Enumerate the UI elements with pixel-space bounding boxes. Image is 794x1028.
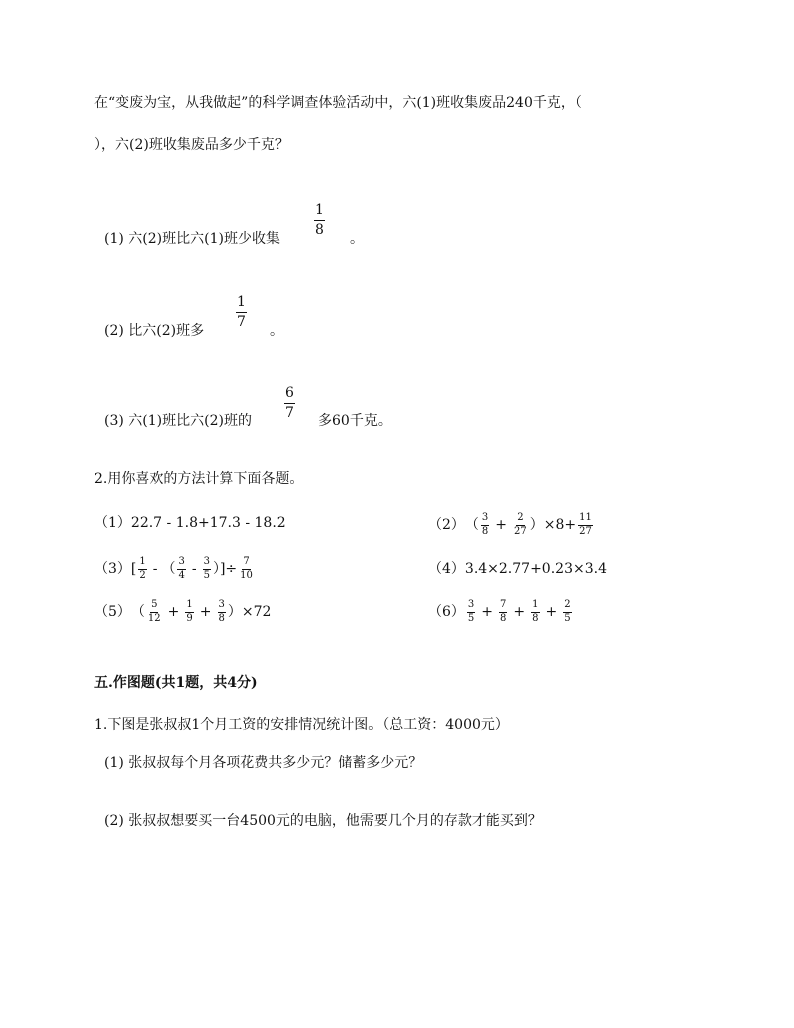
calc-q6 xyxy=(428,597,574,627)
fraction-numerator: 3 xyxy=(177,557,185,570)
paren-close-operator: ）×72 xyxy=(227,604,272,620)
fraction-numerator: 1 xyxy=(236,295,247,313)
operator: + xyxy=(199,604,212,620)
condition-1: (1) 六(2)班比六(1)班少收集 xyxy=(104,231,280,247)
fraction xyxy=(138,557,146,581)
paren-close-operator: ）×8+ xyxy=(529,517,577,533)
fraction-denominator: 27 xyxy=(514,525,527,537)
fraction-numerator: 1 xyxy=(531,600,539,613)
paren-open: （ xyxy=(464,517,479,533)
paren-open: （ xyxy=(161,561,176,577)
fraction xyxy=(203,557,211,581)
fraction-numerator: 5 xyxy=(150,600,158,613)
operator: - xyxy=(152,561,158,577)
fraction xyxy=(513,513,528,537)
fraction xyxy=(177,557,185,581)
operator: + xyxy=(481,604,494,620)
calc-label: （6） xyxy=(428,604,465,620)
fraction-denominator: 5 xyxy=(467,612,475,624)
fraction-denominator: 10 xyxy=(240,569,253,581)
sub-question-1: (1) 张叔叔每个月各项花费共多少元？储蓄多少元？ xyxy=(104,755,423,771)
calc-label: （3）[ xyxy=(94,561,137,577)
calc-label: （5） xyxy=(94,604,131,620)
fraction xyxy=(499,600,507,624)
condition-2: (2) 比六(2)班多 xyxy=(104,323,205,339)
fraction-denominator: 8 xyxy=(532,612,539,624)
calc-q3 xyxy=(94,554,256,584)
fraction-denominator: 7 xyxy=(285,405,294,422)
fraction-denominator: 27 xyxy=(579,525,592,537)
condition-3-end: 多60千克。 xyxy=(318,413,392,429)
fraction xyxy=(563,600,571,624)
fraction xyxy=(531,600,539,624)
condition-1-end: 。 xyxy=(350,231,364,247)
fraction xyxy=(578,513,593,537)
fraction-denominator: 9 xyxy=(186,612,193,624)
fraction-numerator: 2 xyxy=(563,600,571,613)
fraction-numerator: 3 xyxy=(481,513,489,526)
fraction-denominator: 7 xyxy=(237,314,246,331)
calc-q1: （1）22.7 - 1.8+17.3 - 18.2 xyxy=(94,515,286,531)
fraction-numerator: 1 xyxy=(185,600,193,613)
paren-close-operator: ）]÷ xyxy=(212,561,238,577)
operator: + xyxy=(513,604,526,620)
fraction xyxy=(218,600,226,624)
calc-q5 xyxy=(94,597,271,627)
section-heading: 五.作图题(共1题，共4分) xyxy=(94,675,258,691)
fraction-denominator: 8 xyxy=(218,612,225,624)
problem-text-line-1: 在“变废为宝，从我做起”的科学调查体验活动中，六(1)班收集废品240千克，（ xyxy=(94,95,582,111)
fraction-numerator: 6 xyxy=(284,386,295,404)
operator: - xyxy=(191,561,197,577)
fraction-numerator: 1 xyxy=(314,203,325,221)
fraction xyxy=(185,600,193,624)
fraction-numerator: 7 xyxy=(499,600,507,613)
fraction-numerator: 3 xyxy=(203,557,211,570)
condition-1-fraction xyxy=(314,203,325,239)
fraction-numerator: 11 xyxy=(578,513,593,526)
calc-q4: （4）3.4×2.77+0.23×3.4 xyxy=(428,561,607,577)
operator: + xyxy=(167,604,180,620)
fraction-denominator: 5 xyxy=(203,569,210,581)
condition-3: (3) 六(1)班比六(2)班的 xyxy=(104,413,252,429)
paren-open: （ xyxy=(130,604,145,620)
fraction xyxy=(239,557,254,581)
fraction-denominator: 2 xyxy=(139,569,146,581)
fraction-denominator: 8 xyxy=(500,612,507,624)
fraction xyxy=(481,513,489,537)
fraction xyxy=(467,600,475,624)
fraction-numerator: 3 xyxy=(467,600,475,613)
calc-label: （2） xyxy=(428,517,465,533)
fraction-denominator: 8 xyxy=(315,222,324,239)
question-intro: 1.下图是张叔叔1个月工资的安排情况统计图。（总工资：4000元） xyxy=(94,717,509,733)
condition-2-end: 。 xyxy=(270,323,284,339)
fraction-denominator: 8 xyxy=(481,525,489,537)
operator: + xyxy=(545,604,558,620)
fraction-denominator: 12 xyxy=(147,612,161,624)
condition-3-fraction xyxy=(284,386,295,422)
fraction-numerator: 3 xyxy=(218,600,226,613)
fraction-numerator: 2 xyxy=(516,513,524,526)
condition-2-fraction xyxy=(236,295,247,331)
fraction-denominator: 5 xyxy=(564,612,571,624)
fraction-numerator: 1 xyxy=(138,557,146,570)
problem-text-line-2: ），六(2)班收集废品多少千克？ xyxy=(94,137,289,153)
fraction xyxy=(147,600,162,624)
problem-2-title: 2.用你喜欢的方法计算下面各题。 xyxy=(94,471,304,487)
sub-question-2: (2) 张叔叔想要买一台4500元的电脑，他需要几个月的存款才能买到？ xyxy=(104,813,542,829)
fraction-numerator: 7 xyxy=(242,557,250,570)
operator: + xyxy=(495,517,508,533)
calc-q2 xyxy=(428,510,595,540)
fraction-denominator: 4 xyxy=(178,569,185,581)
